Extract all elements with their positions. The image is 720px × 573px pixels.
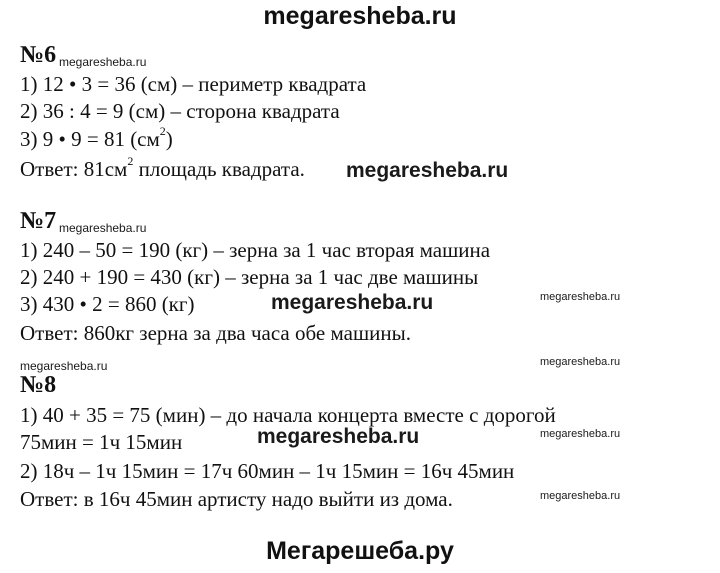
task-8-line-1b: 75мин = 1ч 15мин — [20, 430, 183, 454]
task-8-number: №8 — [20, 372, 57, 398]
task-6-answer-text: Ответ: 81см — [20, 157, 128, 181]
task-8-line-1: 1) 40 + 35 = 75 (мин) – до начала концерта вместе с дорогой — [20, 403, 556, 427]
watermark: megaresheba.ru — [59, 55, 147, 69]
watermark: megaresheba.ru — [271, 291, 434, 314]
site-header: megaresheba.ru — [263, 2, 457, 30]
task-6-number: №6 — [20, 42, 57, 68]
watermark: megaresheba.ru — [540, 291, 621, 303]
watermark: megaresheba.ru — [59, 221, 147, 235]
task-7-line-3: 3) 430 • 2 = 860 (кг) — [20, 292, 195, 316]
task-6-answer-exponent: 2 — [127, 154, 134, 168]
task-6-line-1: 1) 12 • 3 = 36 (см) – периметр квадрата — [20, 72, 367, 96]
task-8-line-2: 2) 18ч – 1ч 15мин = 17ч 60мин – 1ч 15мин = 16ч 45мин — [20, 459, 515, 483]
task-6-line-3-exponent: 2 — [159, 124, 166, 138]
task-6-line-3 — [20, 124, 173, 151]
task-6-line-2: 2) 36 : 4 = 9 (см) – сторона квадрата — [20, 99, 340, 123]
task-6-answer — [20, 154, 305, 181]
watermark: megaresheba.ru — [540, 356, 621, 368]
watermark: megaresheba.ru — [346, 159, 509, 182]
site-footer: Мегарешеба.ру — [266, 537, 454, 565]
task-8-answer: Ответ: в 16ч 45мин артисту надо выйти из дома. — [20, 487, 453, 511]
watermark: megaresheba.ru — [20, 359, 108, 373]
task-7-line-1: 1) 240 – 50 = 190 (кг) – зерна за 1 час вторая машина — [20, 238, 491, 262]
task-6-line-3-close: ) — [165, 127, 173, 151]
watermark: megaresheba.ru — [540, 428, 621, 440]
task-6-line-3-text: 3) 9 • 9 = 81 (см — [20, 127, 160, 151]
task-6-answer-end: площадь квадрата. — [133, 157, 305, 181]
task-7-answer: Ответ: 860кг зерна за два часа обе машины. — [20, 321, 411, 345]
watermark: megaresheba.ru — [540, 490, 621, 502]
watermark: megaresheba.ru — [257, 425, 420, 448]
task-7-line-2: 2) 240 + 190 = 430 (кг) – зерна за 1 час две машины — [20, 265, 479, 289]
task-7-number: №7 — [20, 208, 57, 234]
